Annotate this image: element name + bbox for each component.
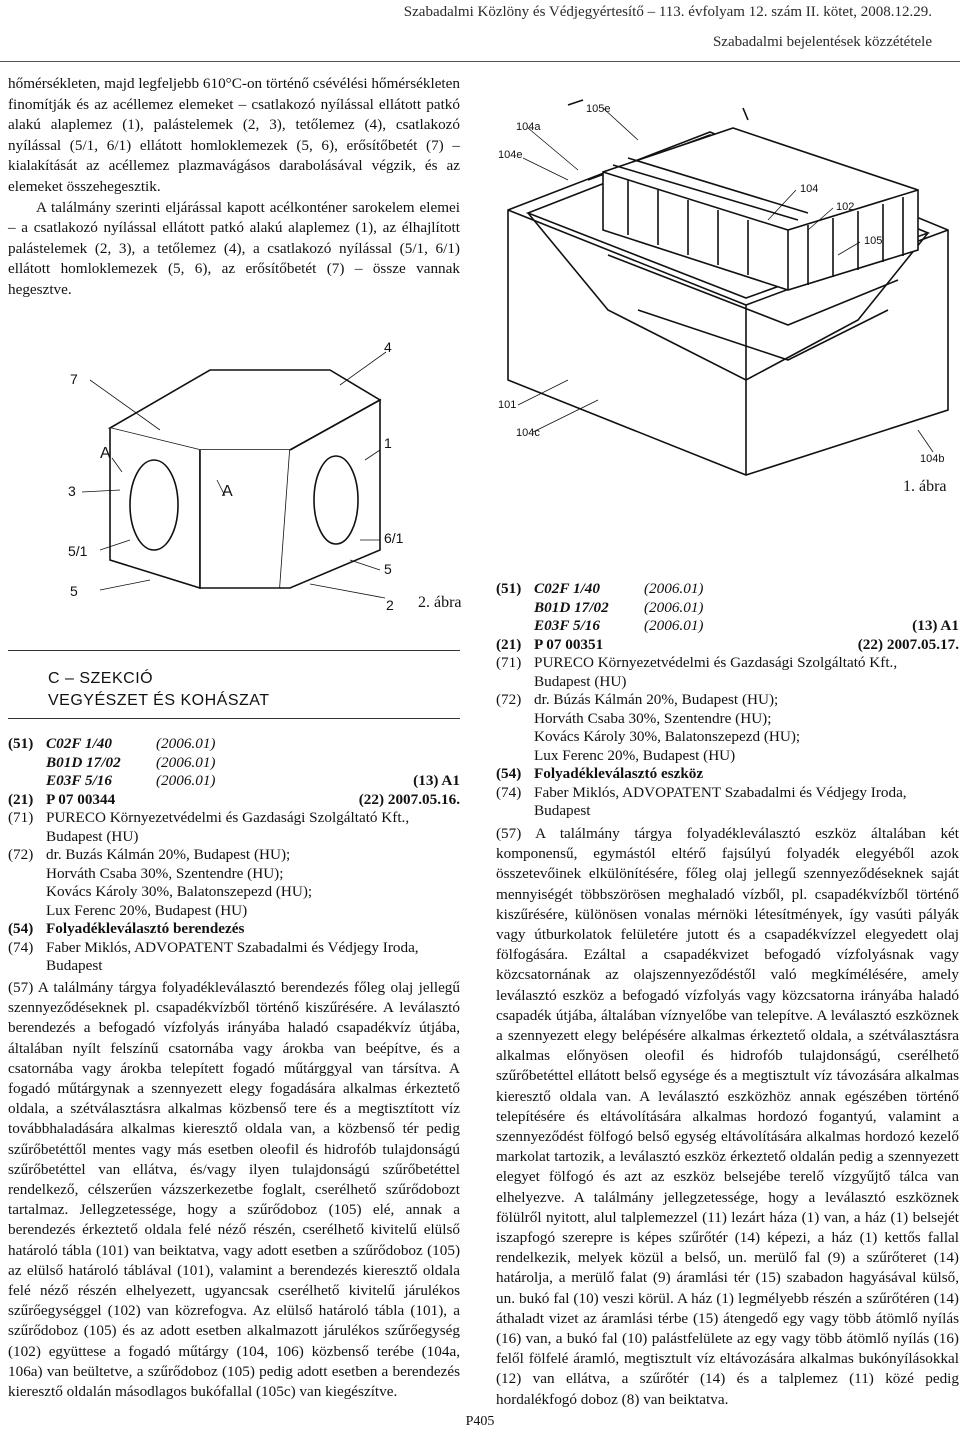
agent-city: Budapest bbox=[46, 957, 103, 974]
fig1-label-104: 104 bbox=[800, 183, 819, 195]
inventor: Horváth Csaba 30%, Szentendre (HU); bbox=[534, 709, 772, 727]
fig1-label-101: 101 bbox=[498, 399, 517, 411]
right-agent-row-2 bbox=[496, 802, 959, 821]
right-title-row bbox=[496, 765, 959, 784]
left-entry-biblio bbox=[8, 735, 460, 976]
section-rule-bottom bbox=[8, 718, 460, 719]
right-inventor-row bbox=[496, 691, 959, 710]
figure-2-caption: 2. ábra bbox=[418, 594, 462, 611]
section-title-line1: C – SZEKCIÓ bbox=[48, 670, 154, 687]
fig2-label-5-1: 5/1 bbox=[68, 543, 88, 559]
section-header: Szabadalmi bejelentések közzététele bbox=[712, 34, 932, 50]
fig2-label-2: 2 bbox=[386, 597, 394, 613]
right-inventor-row-3 bbox=[496, 728, 959, 747]
right-abstract-text: (57) A találmány tárgya folyadékleválasztó eszköz általában két komponensű, egymástól eltérő fajsúlyú folyadék elegyéből azok összetevőinek elkülönítésére, főleg olaj jellegű szennyeződéseknek saját mennyiségét többszörösen meghaladó vízből, pl. csapadékvízből történő kiszűrésére, különösen vonalas mérnöki létesítmények, így vasúti pályák vagy útburkolatok felületére jutott és a csapadékvízzel elegyedett olaj fölfogására. Ezáltal a csapadékvizet befogadó vízfolyásnak vagy közcsatornának az olajszennyeződéstől való megkímélésére, amely leválasztó eszköz a befogadó vízfolyás vagy közcsatorna irányába haladó csapadék útjába, általában víznyelőbe van telepítve. A leválasztó eszköznek a szennyezett elegy belépésére alkalmas érkeztető oldala, a szétválasztásra alkalmas előnyösen oleofil és hidrofób tulajdonságú, cserélhető szűrőbetéttel ellátott belső egysége és a megtisztult víz távozására alkalmas kieresztő oldala van. A leválasztó eszközhöz annak egészében történő telepítésére és eltávolítására alkalmas hordozó fogantyú, valamint a szennyeződést fölfogó belső egység eltávolítására alkalmas hordozó kezelő markolat tartozik, a leválasztó eszköz érkeztető oldalán pedig a szennyezett elegyet fölfogó és azt az eszköz belsejébe terelő vízgyűjtő tálca van elhelyezve. A találmány jellegzetessége, hogy a leválasztó eszköznek fölülről nyitott, alul talplemezzel (11) lezárt háza (1) van, a ház (1) belsejét iszapfogó szerepre is képes szűrőtér (14) képezi, a ház (1) kettős fallal rendelkezik, melyek közül a belső, un. merülő fal (9) a szűrőteret (14) határolja, a merülő falat (9) áramlási tér (15) szabadon hagyásával külső, un. bukó fal (10) veszi körül. A ház (1) legmélyebb részén a szűrőtéren (14) áthaladt vizet az áramlási térbe (15) átengedő egy vagy több átömlő nyílás (16) van, a bukó fal (10) palástfelülete az egy vagy több átömlő nyílás (16) felől fölfelé áramló, megtisztult víz eltávozására alkalmas bukónyílásokkal (12) van ellátva, a szűrőtér (14) és a talplemez (11) közé pedig hordalékfogó doboz (8) van beiktatva. bbox=[496, 825, 959, 1408]
right-inventor-row-4 bbox=[496, 747, 959, 766]
ipc-date: (2006.01) bbox=[156, 753, 216, 771]
fig2-label-5b: 5 bbox=[384, 561, 392, 577]
filing-date: (22) 2007.05.16. bbox=[358, 790, 460, 808]
left-inventor-row bbox=[8, 846, 460, 865]
ipc-code: C02F 1/40 bbox=[534, 580, 600, 597]
inventor: Kovács Károly 30%, Balatonszepezd (HU); bbox=[46, 883, 313, 900]
kind-code: (13) A1 bbox=[912, 617, 959, 634]
fig1-label-104e: 104e bbox=[498, 149, 523, 161]
right-applicant-row bbox=[496, 654, 959, 673]
code-51: (51) bbox=[8, 735, 34, 752]
left-ipc-row-1 bbox=[8, 735, 460, 754]
left-inventor-row-3 bbox=[8, 883, 460, 902]
ipc-date: (2006.01) bbox=[644, 617, 704, 634]
ipc-date: (2006.01) bbox=[156, 772, 216, 789]
agent-city: Budapest bbox=[534, 802, 591, 819]
ipc-date: (2006.01) bbox=[156, 735, 216, 752]
inventor: dr. Buzás Kálmán 20%, Budapest (HU); bbox=[46, 846, 291, 863]
left-agent-row-2 bbox=[8, 957, 460, 976]
fig2-label-4: 4 bbox=[384, 340, 392, 355]
applicant: PURECO Környezetvédelmi és Gazdasági Szolgáltató Kft., bbox=[46, 809, 410, 826]
fig2-label-3: 3 bbox=[68, 483, 76, 499]
applicant: PURECO Környezetvédelmi és Gazdasági Szolgáltató Kft., bbox=[534, 654, 898, 671]
ipc-code: E03F 5/16 bbox=[46, 772, 112, 789]
section-title-line2: VEGYÉSZET ÉS KOHÁSZAT bbox=[48, 692, 270, 709]
fig1-label-105e: 105e bbox=[586, 103, 611, 115]
fig1-label-104c: 104c bbox=[516, 427, 540, 439]
right-agent-row bbox=[496, 784, 959, 803]
code-74: (74) bbox=[8, 938, 34, 956]
code-74: (74) bbox=[496, 783, 522, 801]
fig2-label-5: 5 bbox=[70, 583, 78, 599]
right-abstract bbox=[496, 824, 959, 1410]
left-agent-row bbox=[8, 939, 460, 958]
left-applicant-row-2 bbox=[8, 828, 460, 847]
page-number: P405 bbox=[465, 1414, 495, 1429]
section-title bbox=[48, 668, 270, 712]
fig1-label-105: 105 bbox=[864, 235, 883, 247]
ipc-code: B01D 17/02 bbox=[46, 753, 121, 771]
fig2-label-a2: A bbox=[222, 483, 233, 500]
ipc-code: B01D 17/02 bbox=[534, 598, 609, 616]
code-54: (54) bbox=[8, 920, 34, 937]
right-inventor-row-2 bbox=[496, 710, 959, 729]
application-number: P 07 00344 bbox=[46, 790, 116, 808]
left-abstract-text: (57) A találmány tárgya folyadékleválasztó berendezés főleg olaj jellegű szennyeződéseknek pl. csapadékvízből történő kiszűrésére. A leválasztó berendezés a befogadó vízfolyás irányába haladó csapadékvíz útjába, általában nyílt felszínű csatornába vagy árokba van beépítve, és a csatornába vagy árokba telepített fogadó műtárggyal van társítva. A fogadó műtárgynak a szennyezett elegy fogadására alkalmas érkeztető oldala, a szétválasztásra alkalmas közbenső tere és a megtisztított víz továbbhaladására alkalmas kieresztő oldala van, a közbenső tér pedig szűrőbetéttől mentes vagy más esetben oleofil és hidrofób tulajdonságú szűrőbetéttel van ellátva, és/vagy ilyen tulajdonságú szűrőbetéttel rendelkező, célszerűen vázszerkezetbe foglalt, cserélhető szűrődobozt tartalmaz. Jellegzetessége, hogy a szűrődoboz (105) elé, annak a berendezés érkeztető oldala felé néző részén, cserélhető kivitelű elülső határoló tábla (101) van beiktatva, vagy adott esetben a szűrődoboz (105) az elülső határoló táblával (101), valamint a berendezés kieresztő oldala felé néző részén elhelyezett, ugyancsak cserélhető kivitelű járulékos szűrőegységgel (102) van közrefogva. Az elülső határoló tábla (101), a szűrődoboz (105) és az adott esetben alkalmazott járulékos szűrőegység (102) együttese a fogadó műtárgy (104, 106) közbenső terébe (104a, 106a) van beültetve, a szűrődoboz (105) pedig adott esetben a berendezés kieresztő oldalán másodlagos bukófallal (105c) van kiegészítve. bbox=[8, 979, 460, 1401]
code-72: (72) bbox=[8, 846, 34, 863]
right-appno-row bbox=[496, 636, 959, 655]
figure-1-caption: 1. ábra bbox=[903, 478, 947, 495]
code-21: (21) bbox=[496, 635, 522, 653]
inventor: Kovács Károly 30%, Balatonszepezd (HU); bbox=[534, 728, 801, 745]
ipc-date: (2006.01) bbox=[644, 598, 704, 616]
right-ipc-row-2 bbox=[496, 599, 959, 618]
fig2-label-1: 1 bbox=[384, 435, 392, 451]
ipc-code: E03F 5/16 bbox=[534, 617, 600, 634]
invention-title: Folyadékleválasztó berendezés bbox=[46, 920, 245, 937]
left-inventor-row-2 bbox=[8, 865, 460, 884]
figure-1-drawing bbox=[488, 80, 960, 500]
section-rule-top bbox=[8, 650, 460, 651]
agent: Faber Miklós, ADVOPATENT Szabadalmi és Védjegy Iroda, bbox=[46, 938, 419, 956]
left-applicant-row bbox=[8, 809, 460, 828]
ipc-date: (2006.01) bbox=[644, 580, 704, 597]
right-ipc-row-1 bbox=[496, 580, 959, 599]
journal-header: Szabadalmi Közlöny és Védjegyértesítő – 113. évfolyam 12. szám II. kötet, 2008.12.29. bbox=[403, 4, 932, 20]
left-ipc-row-3 bbox=[8, 772, 460, 791]
ipc-code: C02F 1/40 bbox=[46, 735, 112, 752]
kind-code: (13) A1 bbox=[413, 772, 460, 789]
inventor: dr. Búzás Kálmán 20%, Budapest (HU); bbox=[534, 691, 779, 708]
fig2-label-7: 7 bbox=[70, 371, 78, 387]
fig2-label-6-1: 6/1 bbox=[384, 530, 404, 546]
applicant-city: Budapest (HU) bbox=[46, 827, 139, 845]
code-21: (21) bbox=[8, 790, 34, 808]
agent: Faber Miklós, ADVOPATENT Szabadalmi és Védjegy Iroda, bbox=[534, 783, 907, 801]
left-appno-row bbox=[8, 791, 460, 810]
filing-date: (22) 2007.05.17. bbox=[857, 635, 959, 653]
right-ipc-row-3 bbox=[496, 617, 959, 636]
code-54: (54) bbox=[496, 765, 522, 782]
fig1-label-104b: 104b bbox=[920, 453, 945, 465]
code-72: (72) bbox=[496, 691, 522, 708]
fig2-label-a1: A bbox=[100, 445, 111, 462]
header-rule bbox=[0, 61, 960, 62]
inventor: Lux Ferenc 20%, Budapest (HU) bbox=[46, 901, 248, 919]
left-ipc-row-2 bbox=[8, 754, 460, 773]
application-number: P 07 00351 bbox=[534, 635, 604, 653]
paragraph-2: A találmány szerinti eljárással kapott acélkonténer sarokelem elemei – a csatlakozó nyílással ellátott patkó alakú alaplemez (1), az élhajlított palástelemek (2, 3), a tetőlemez (4), a csatlakozó nyílással (5/1, 6/1) ellátott homloklemezek (5, 6), az erősítőbetét (7) – össze vannak hegesztve. bbox=[8, 198, 460, 298]
intro-paragraph bbox=[8, 74, 460, 301]
left-title-row bbox=[8, 920, 460, 939]
fig1-label-104a: 104a bbox=[516, 121, 541, 133]
right-applicant-row-2 bbox=[496, 673, 959, 692]
right-entry-biblio bbox=[496, 580, 959, 821]
code-71: (71) bbox=[8, 809, 34, 826]
paragraph-1: hőmérsékleten, majd legfeljebb 610°C-on történő csévélési hőmérsékleten finomítják és az acéllemez elemeket – csatlakozó nyílással ellátott patkó alakú alaplemez (1), palástelemek (2, 3), tetőlemez (4), csatlakozó nyílással (5/1, 6/1) ellátott homloklemezek (5, 6), erősítőbetét (7) – kialakítását az acéllemez plazmavágásos darabolásával végzik, és az elemeket összehegesztik. bbox=[8, 75, 460, 195]
left-inventor-row-4 bbox=[8, 902, 460, 921]
code-51: (51) bbox=[496, 580, 522, 597]
invention-title: Folyadékleválasztó eszköz bbox=[534, 765, 704, 782]
left-abstract bbox=[8, 978, 460, 1402]
inventor: Horváth Csaba 30%, Szentendre (HU); bbox=[46, 864, 284, 882]
applicant-city: Budapest (HU) bbox=[534, 672, 627, 690]
figure-2-drawing bbox=[60, 340, 460, 620]
inventor: Lux Ferenc 20%, Budapest (HU) bbox=[534, 746, 736, 764]
fig1-label-102: 102 bbox=[836, 201, 855, 213]
code-71: (71) bbox=[496, 654, 522, 671]
